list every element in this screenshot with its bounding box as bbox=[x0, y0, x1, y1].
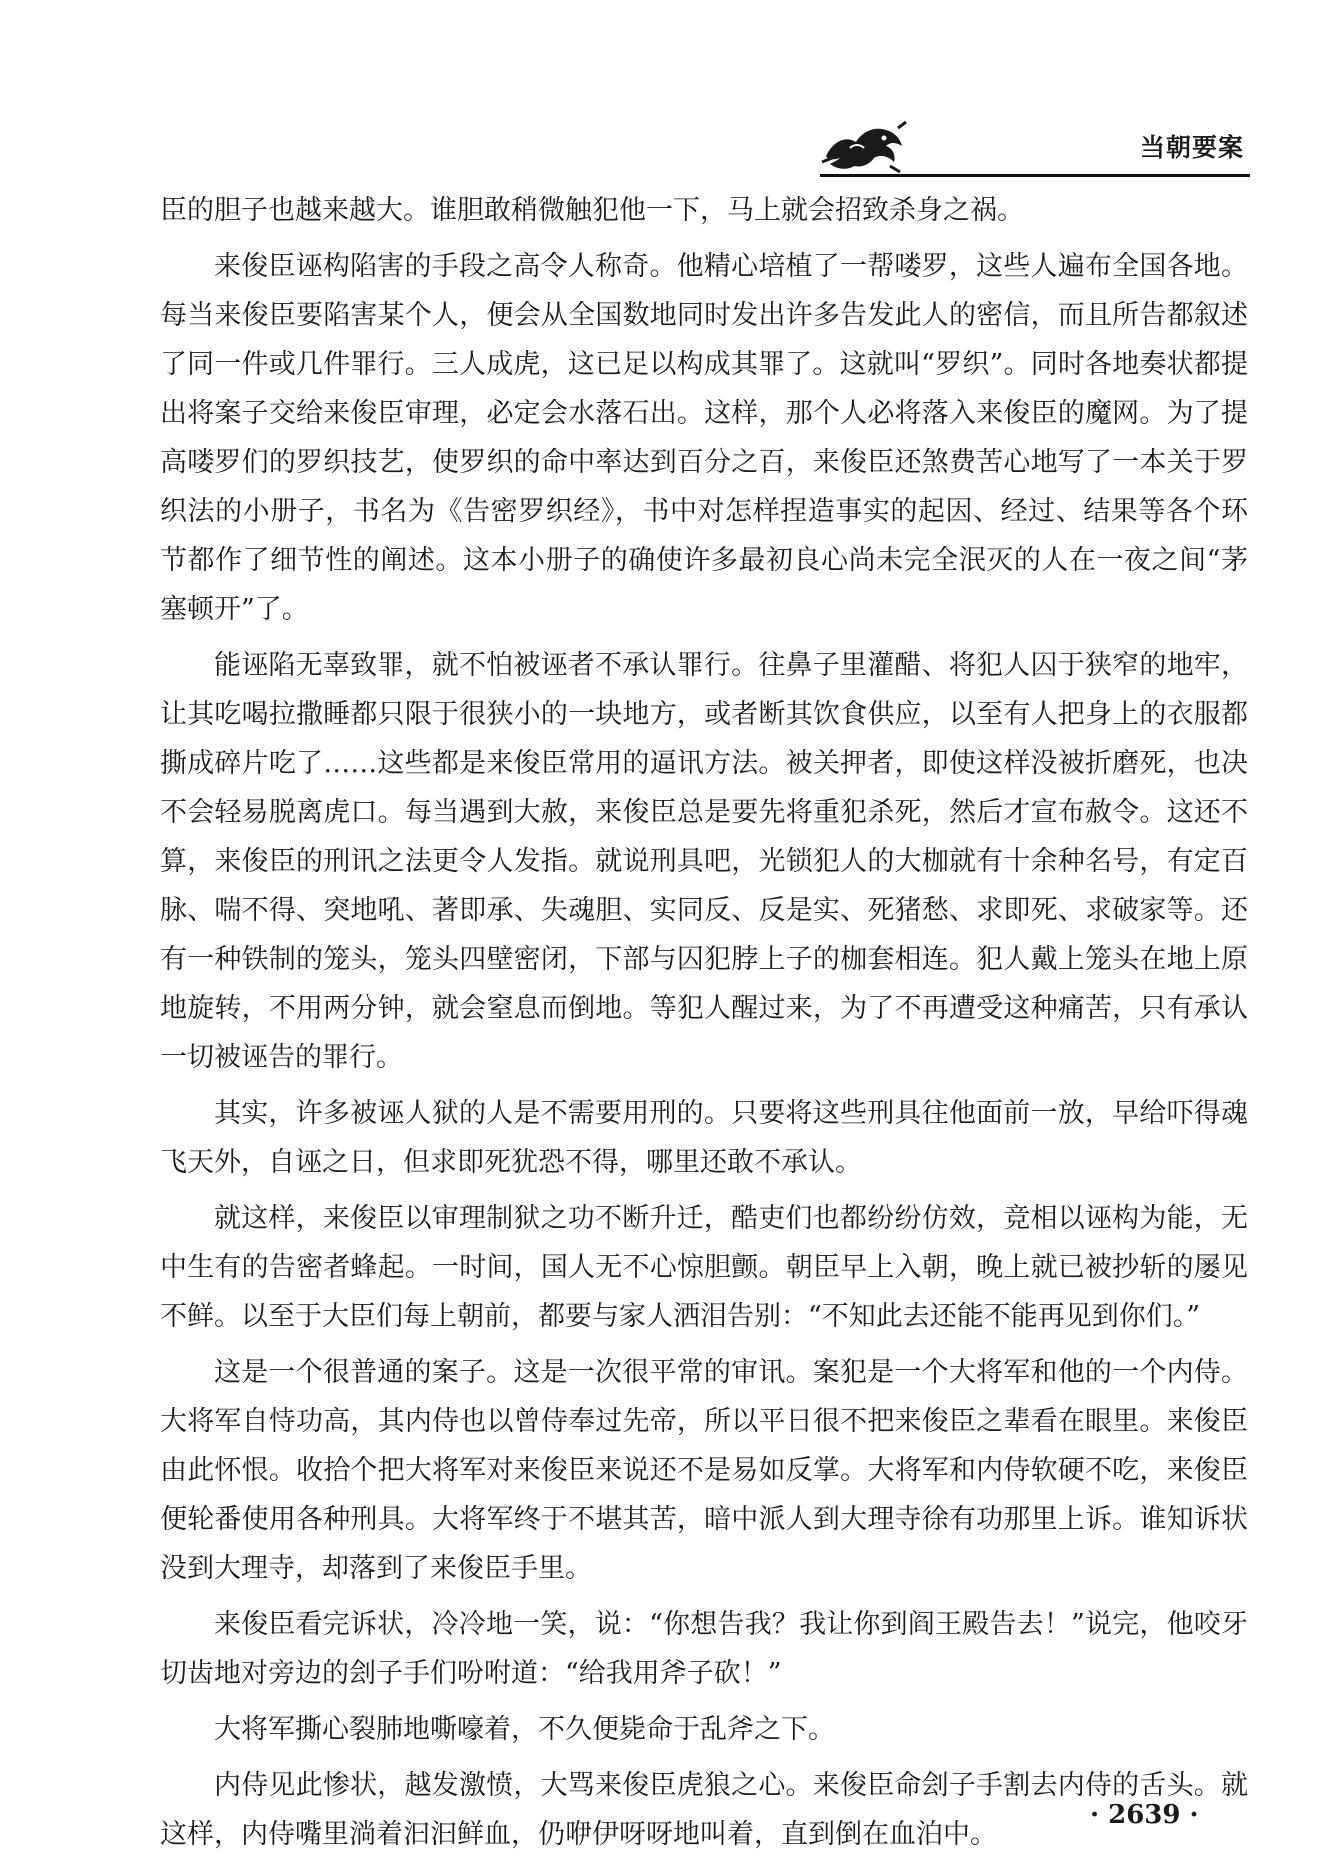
running-title: 当朝要案 bbox=[1139, 133, 1244, 162]
paragraph: 就这样，来俊臣以审理制狱之功不断升迁，酷吏们也都纷纷仿效，竞相以诬构为能，无中生有的告密者蜂起。一时间，国人无不心惊胆颤。朝臣早上入朝，晚上就已被抄斩的屡见不鲜。以至于大臣们每上朝前，都要与家人洒泪告别：“不知此去还能不能再见到你们。” bbox=[160, 1203, 1248, 1332]
paragraph: 这是一个很普通的案子。这是一次很平常的审讯。案犯是一个大将军和他的一个内侍。大将军自恃功高，其内侍也以曾侍奉过先帝，所以平日很不把来俊臣之辈看在眼里。来俊臣由此怀恨。收拾个把大将军对来俊臣来说还不是易如反掌。大将军和内侍软硬不吃，来俊臣便轮番使用各种刑具。大将军终于不堪其苦，暗中派人到大理寺徐有功那里上诉。谁知诉状没到大理寺，却落到了来俊臣手里。 bbox=[160, 1357, 1248, 1584]
header-rule bbox=[820, 174, 1250, 177]
dragon-emblem-icon bbox=[820, 118, 908, 174]
paragraph: 臣的胆子也越来越大。谁胆敢稍微触犯他一下，马上就会招致杀身之祸。 bbox=[160, 195, 1024, 226]
paragraph: 内侍见此惨状，越发激愤，大骂来俊臣虎狼之心。来俊臣命刽子手割去内侍的舌头。就这样，内侍嘴里淌着汩汩鲜血，仍咿伊呀呀地叫着，直到倒在血泊中。 bbox=[160, 1770, 1248, 1850]
paragraph: 来俊臣诬构陷害的手段之高令人称奇。他精心培植了一帮喽罗，这些人遍布全国各地。每当来俊臣要陷害某个人，便会从全国数地同时发出许多告发此人的密信，而且所告都叙述了同一件或几件罪行。三人成虎，这已足以构成其罪了。这就叫“罗织”。同时各地奏状都提出将案子交给来俊臣审理，必定会水落石出。这样，那个人必将落入来俊臣的魔网。为了提高喽罗们的罗织技艺，使罗织的命中率达到百分之百，来俊臣还煞费苦心地写了一本关于罗织法的小册子，书名为《告密罗织经》，书中对怎样捏造事实的起因、经过、结果等各个环节都作了细节性的阐述。这本小册子的确使许多最初良心尚未完全泯灭的人在一夜之间“茅塞顿开”了。 bbox=[160, 251, 1248, 625]
page-number: · 2639 · bbox=[1090, 1800, 1199, 1830]
paragraph: 来俊臣看完诉状，冷冷地一笑，说：“你想告我？我让你到阎王殿告去！”说完，他咬牙切齿地对旁边的刽子手们吩咐道：“给我用斧子砍！” bbox=[160, 1609, 1248, 1689]
paragraph: 能诬陷无辜致罪，就不怕被诬者不承认罪行。往鼻子里灌醋、将犯人囚于狭窄的地牢，让其吃喝拉撒睡都只限于很狭小的一块地方，或者断其饮食供应，以至有人把身上的衣服都撕成碎片吃了……这些都是来俊臣常用的逼讯方法。被关押者，即使这样没被折磨死，也决不会轻易脱离虎口。每当遇到大赦，来俊臣总是要先将重犯杀死，然后才宣布赦令。这还不算，来俊臣的刑讯之法更令人发指。就说刑具吧，光锁犯人的大枷就有十余种名号，有定百脉、喘不得、突地吼、著即承、失魂胆、实同反、反是实、死猪愁、求即死、求破家等。还有一种铁制的笼头，笼头四壁密闭，下部与囚犯脖上子的枷套相连。犯人戴上笼头在地上原地旋转，不用两分钟，就会窒息而倒地。等犯人醒过来，为了不再遭受这种痛苦，只有承认一切被诬告的罪行。 bbox=[160, 650, 1248, 1073]
body-text bbox=[160, 186, 1248, 1866]
page-header bbox=[820, 118, 1250, 180]
paragraph: 其实，许多被诬人狱的人是不需要用刑的。只要将这些刑具往他面前一放，早给吓得魂飞天外，自诬之日，但求即死犹恐不得，哪里还敢不承认。 bbox=[160, 1098, 1248, 1178]
paragraph: 大将军撕心裂肺地嘶嚎着，不久便毙命于乱斧之下。 bbox=[214, 1714, 835, 1745]
